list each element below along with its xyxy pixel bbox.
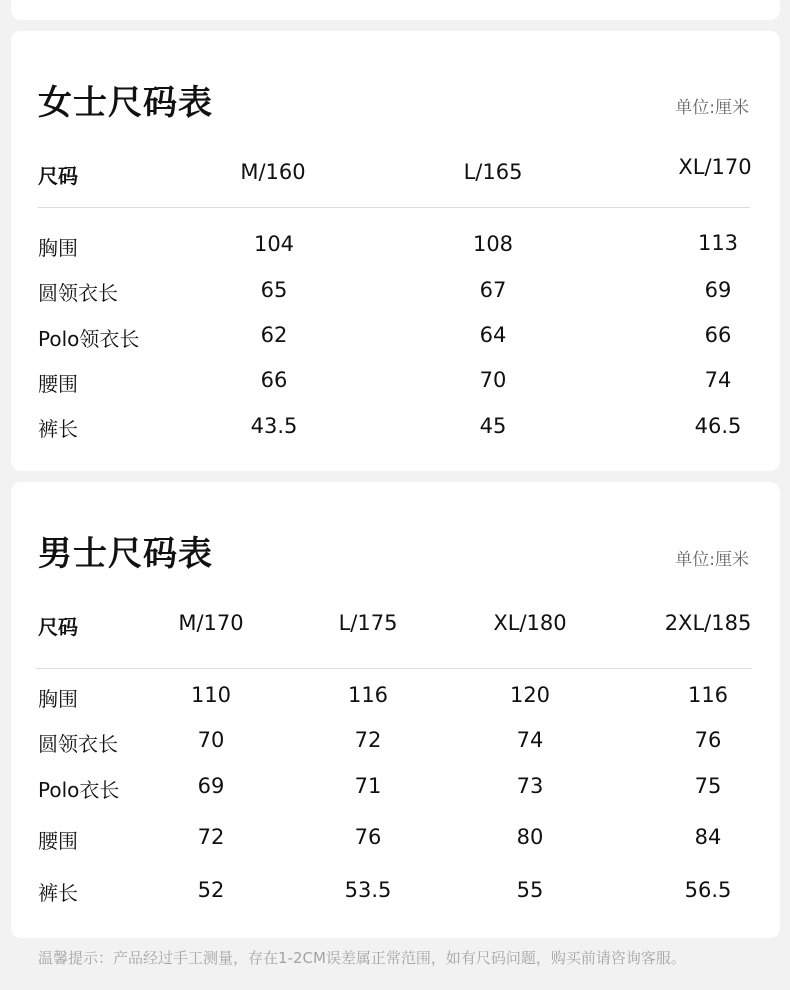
women-size-col-3: XL/170 [678, 155, 752, 179]
men-row-label-polo-length: Polo衣长 [38, 778, 120, 802]
women-row-label-polo-length: Polo领衣长 [38, 327, 140, 351]
men-size-col-2: L/175 [338, 611, 398, 635]
women-cell: 64 [479, 323, 507, 347]
men-cell: 72 [354, 728, 382, 752]
men-cell: 76 [694, 728, 722, 752]
men-row-label-waist: 腰围 [38, 829, 78, 853]
men-cell: 73 [516, 774, 544, 798]
men-cell: 56.5 [684, 878, 732, 902]
women-cell: 62 [260, 323, 288, 347]
women-size-card [11, 31, 780, 471]
men-cell: 84 [694, 825, 722, 849]
men-cell: 116 [687, 683, 729, 707]
men-row-label-pants-length: 裤长 [38, 881, 78, 905]
men-cell: 70 [197, 728, 225, 752]
men-cell: 53.5 [344, 878, 392, 902]
women-cell: 104 [253, 232, 295, 256]
women-cell: 65 [260, 278, 288, 302]
women-chart-title: 女士尺码表 [38, 83, 213, 123]
women-row-label-crew-length: 圆领衣长 [38, 281, 118, 305]
women-cell: 74 [704, 368, 732, 392]
women-row-label-chest: 胸围 [38, 236, 78, 260]
men-row-label-crew-length: 圆领衣长 [38, 732, 118, 756]
men-header-divider [36, 668, 752, 669]
men-cell: 72 [197, 825, 225, 849]
men-size-col-3: XL/180 [493, 611, 567, 635]
women-row-label-pants-length: 裤长 [38, 417, 78, 441]
women-cell: 46.5 [694, 414, 742, 438]
women-unit-label: 单位:厘米 [675, 98, 749, 118]
men-size-col-4: 2XL/185 [664, 611, 752, 635]
women-size-col-1: M/160 [240, 160, 306, 184]
men-cell: 74 [516, 728, 544, 752]
women-header-size-label: 尺码 [38, 164, 78, 188]
women-size-col-2: L/165 [463, 160, 523, 184]
men-cell: 76 [354, 825, 382, 849]
men-size-card [11, 482, 780, 938]
men-cell: 71 [354, 774, 382, 798]
men-cell: 120 [509, 683, 551, 707]
men-chart-title: 男士尺码表 [38, 534, 213, 574]
men-size-col-1: M/170 [178, 611, 244, 635]
women-cell: 113 [697, 231, 739, 255]
men-cell: 116 [347, 683, 389, 707]
men-cell: 52 [197, 878, 225, 902]
women-cell: 108 [472, 232, 514, 256]
women-cell: 70 [479, 368, 507, 392]
previous-card-remnant [11, 0, 780, 20]
women-cell: 66 [704, 323, 732, 347]
men-cell: 75 [694, 774, 722, 798]
women-cell: 66 [260, 368, 288, 392]
measurement-tip-note: 温馨提示：产品经过手工测量，存在1-2CM误差属正常范围，如有尺码问题，购买前请咨询客服。 [38, 949, 686, 967]
men-row-label-chest: 胸围 [38, 687, 78, 711]
men-cell: 110 [190, 683, 232, 707]
women-cell: 69 [704, 278, 732, 302]
men-cell: 55 [516, 878, 544, 902]
women-cell: 43.5 [250, 414, 298, 438]
women-header-divider [38, 207, 750, 208]
men-cell: 69 [197, 774, 225, 798]
women-row-label-waist: 腰围 [38, 372, 78, 396]
women-cell: 67 [479, 278, 507, 302]
women-cell: 45 [479, 414, 507, 438]
men-unit-label: 单位:厘米 [675, 550, 749, 570]
men-header-size-label: 尺码 [38, 615, 78, 639]
men-cell: 80 [516, 825, 544, 849]
